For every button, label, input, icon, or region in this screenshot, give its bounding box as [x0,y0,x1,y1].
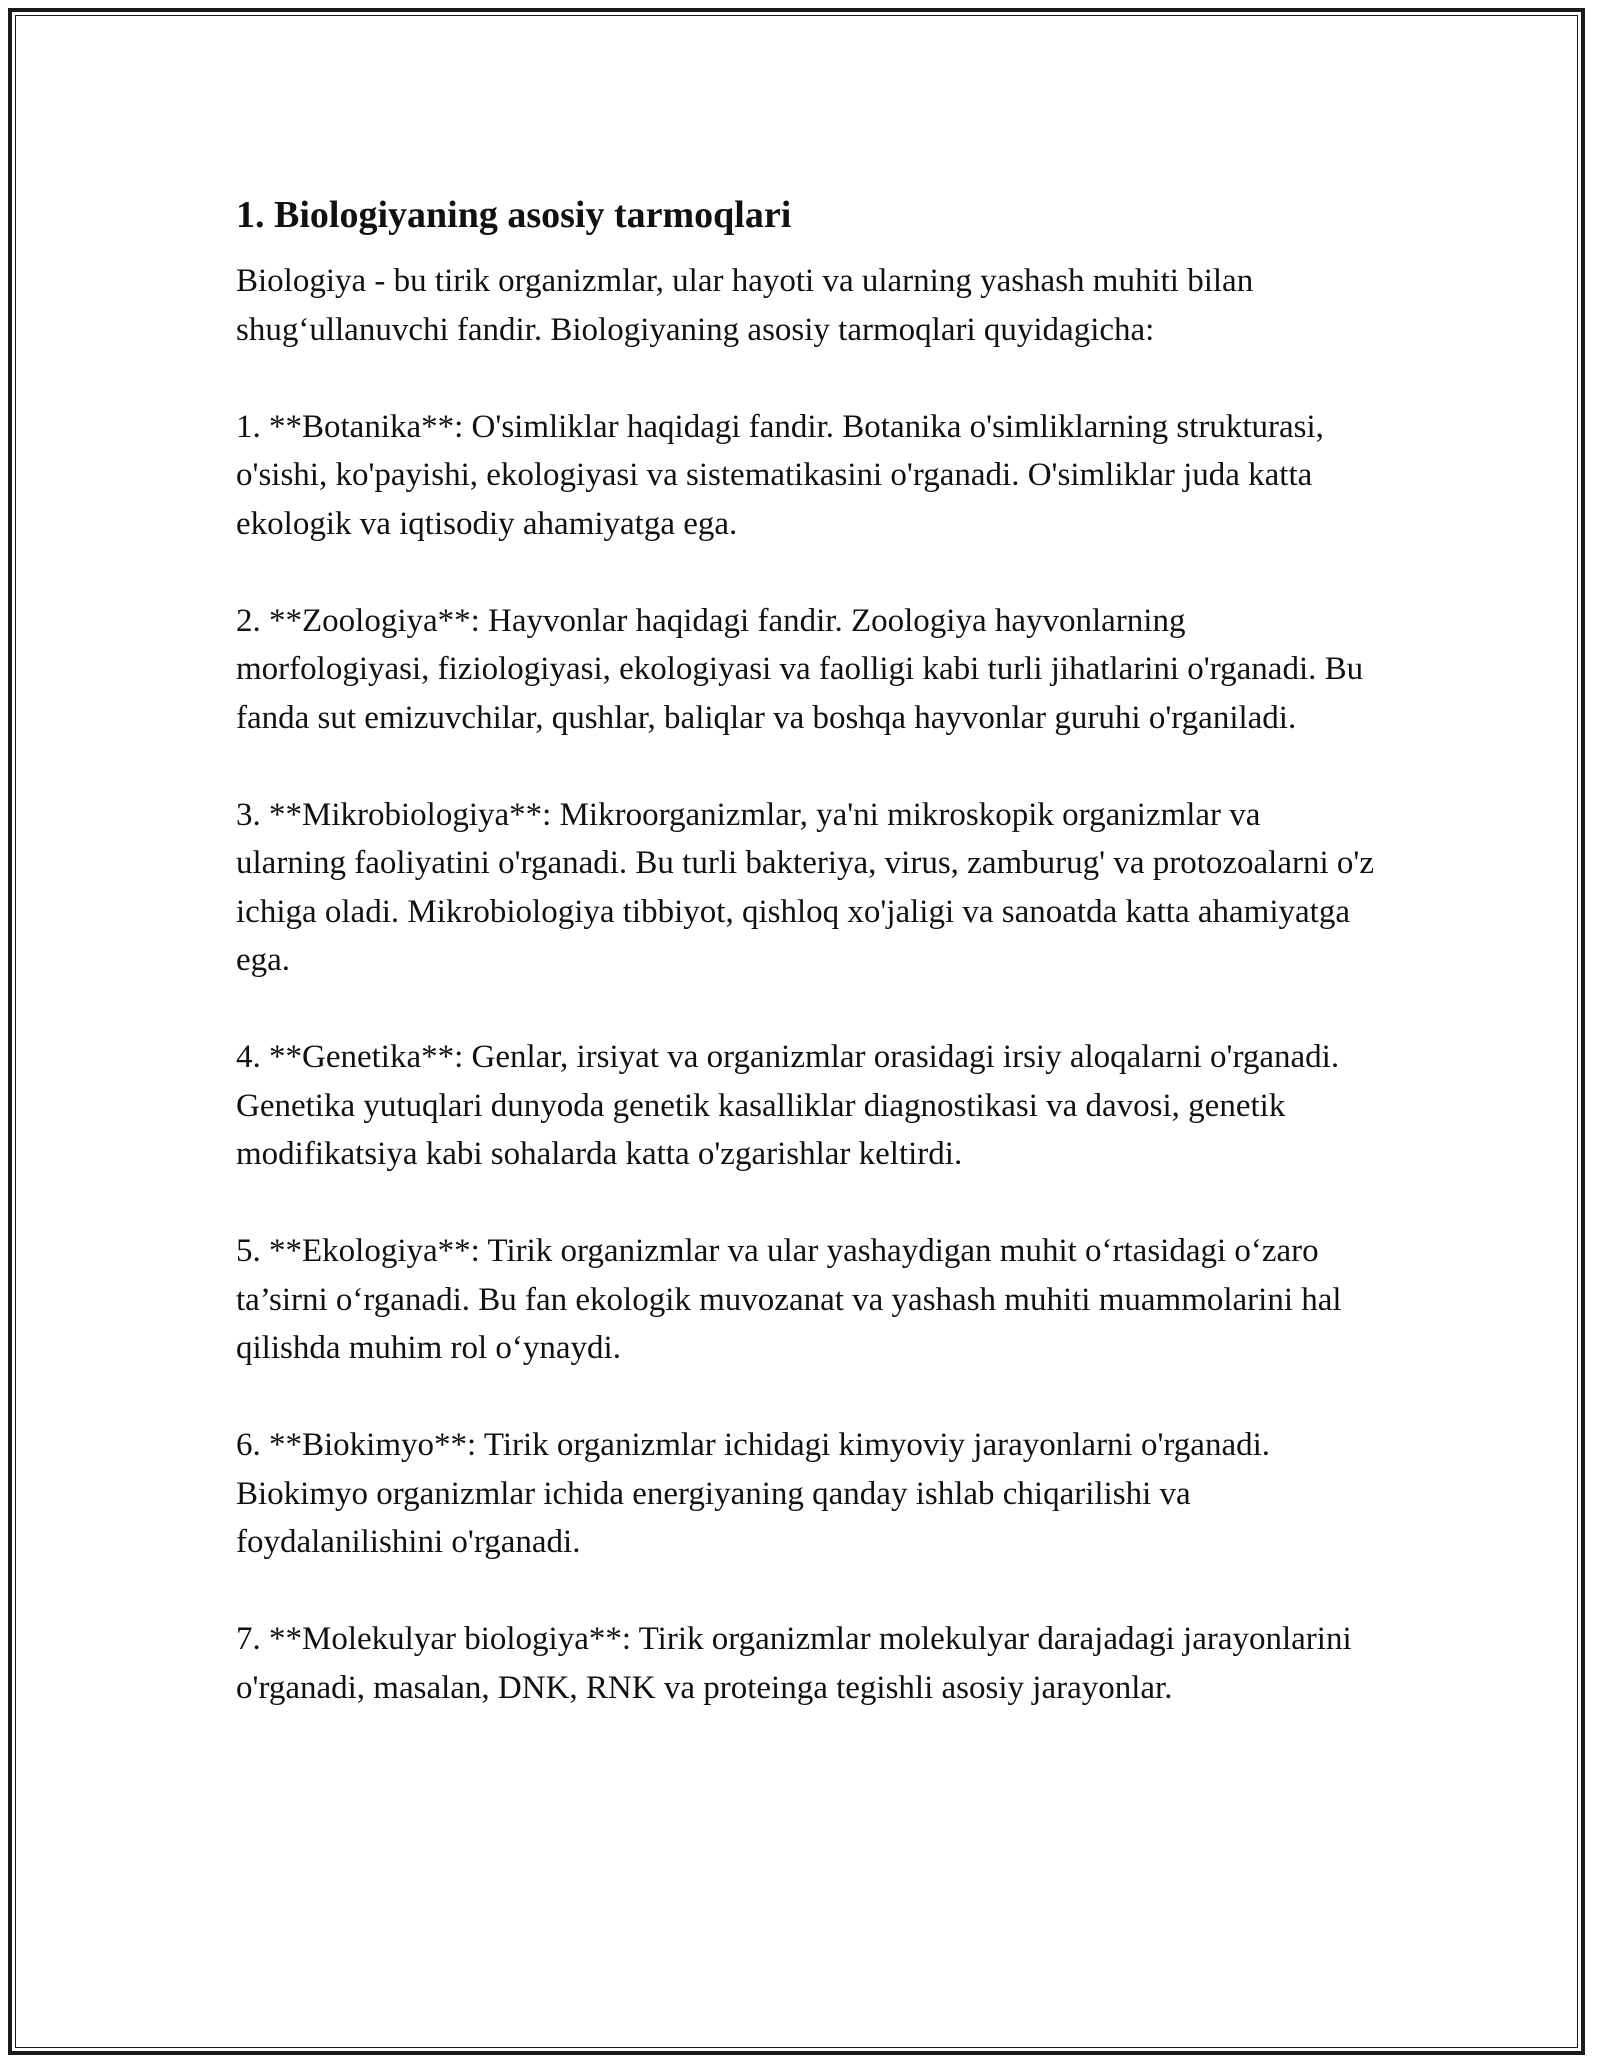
section-heading: 1. Biologiyaning asosiy tarmoqlari [236,194,792,236]
document-body [236,188,1376,1712]
paragraph-molekulyar-biologiya: 7. **Molekulyar biologiya**: Tirik organizmlar molekulyar darajadagi jarayonlarini o'rganadi, masalan, DNK, RNK va proteinga tegishli asosiy jarayonlar. [236,1621,1352,1706]
paragraph-genetika: 4. **Genetika**: Genlar, irsiyat va organizmlar orasidagi irsiy aloqalarni o'rganadi. Genetika yutuqlari dunyoda genetik kasalliklar diagnostikasi va davosi, genetik modifikatsiya kabi sohalarda katta o'zgarishlar keltirdi. [236,1039,1340,1172]
paragraph-zoologiya: 2. **Zoologiya**: Hayvonlar haqidagi fandir. Zoologiya hayvonlarning morfologiyasi, fiziologiyasi, ekologiyasi va faolligi kabi turli jihatlarini o'rganadi. Bu fanda sut emizuvchilar, qushlar, baliqlar va boshqa hayvonlar guruhi o'rganiladi. [236,602,1364,736]
paragraph-biokimyo: 6. **Biokimyo**: Tirik organizmlar ichidagi kimyoviy jarayonlarni o'rganadi. Biokimyo organizmlar ichida energiyaning qanday ishlab chiqarilishi va foydalanilishini o'rganadi. [236,1427,1271,1560]
paragraph-mikrobiologiya: 3. **Mikrobiologiya**: Mikroorganizmlar, ya'ni mikroskopik organizmlar va ularning faoliyatini o'rganadi. Bu turli bakteriya, virus, zamburug' va protozoalarni o'z ichiga oladi. Mikrobiologiya tibbiyot, qishloq xo'jaligi va sanoatda katta ahamiyatga ega. [236,796,1374,978]
paragraph-ekologiya: 5. **Ekologiya**: Tirik organizmlar va ular yashaydigan muhit o‘rtasidagi o‘zaro ta’sirni o‘rganadi. Bu fan ekologik muvozanat va yashash muhiti muammolarini hal qilishda muhim rol o‘ynaydi. [236,1233,1342,1366]
intro-paragraph: Biologiya - bu tirik organizmlar, ular hayoti va ularning yashash muhiti bilan shug‘ullanuvchi fandir. Biologiyaning asosiy tarmoqlari quyidagicha: [236,263,1254,348]
paragraph-botanika: 1. **Botanika**: O'simliklar haqidagi fandir. Botanika o'simliklarning strukturasi, o'sishi, ko'payishi, ekologiyasi va sistematikasini o'rganadi. O'simliklar juda katta ekologik va iqtisodiy ahamiyatga ega. [236,408,1324,542]
